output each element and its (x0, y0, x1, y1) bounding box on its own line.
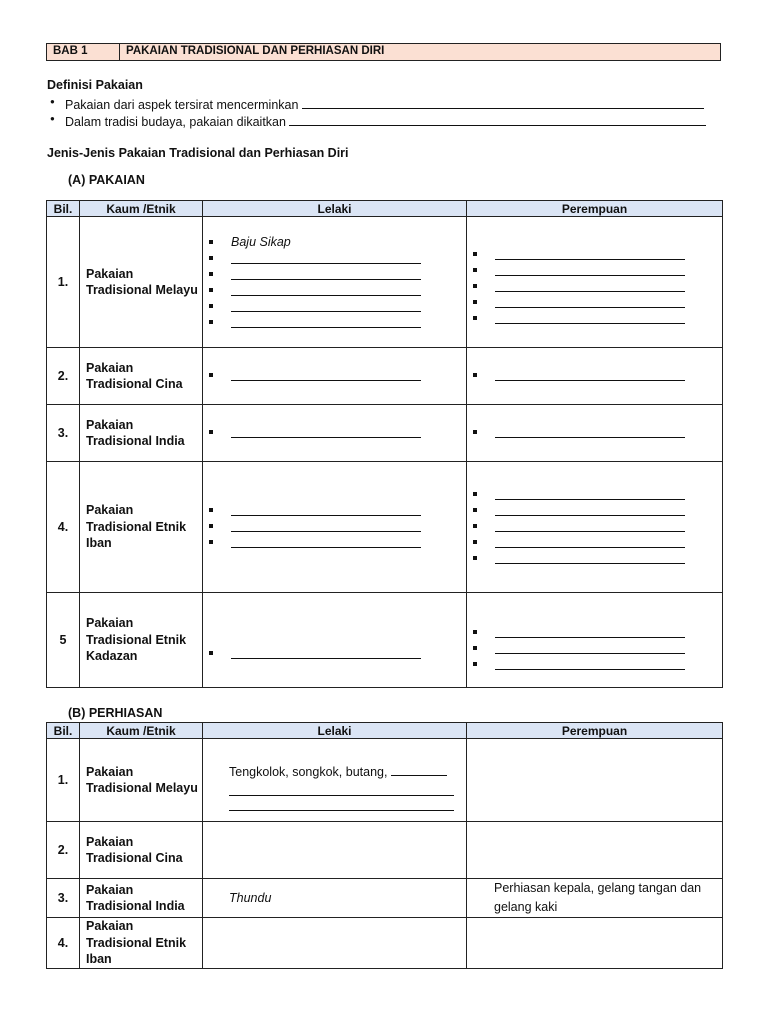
definition-item-text: Dalam tradisi budaya, pakaian dikaitkan (65, 115, 286, 129)
definition-item (50, 96, 720, 113)
lelaki-cell (203, 879, 467, 918)
header-kaum: Kaum /Etnik (80, 201, 203, 217)
row-number: 3. (47, 879, 80, 918)
answer-blank[interactable] (231, 267, 421, 280)
list-item (473, 625, 722, 641)
list-item (473, 368, 722, 384)
answer-list (467, 607, 722, 673)
chapter-number: BAB 1 (47, 44, 120, 60)
lelaki-cell (203, 462, 467, 593)
lelaki-cell (203, 739, 467, 822)
row-ethnic: Pakaian Tradisional Melayu (80, 739, 203, 822)
row-number: 1. (47, 739, 80, 822)
list-item (209, 235, 466, 251)
row-ethnic: Pakaian Tradisional Etnik Iban (80, 918, 203, 969)
list-item (473, 641, 722, 657)
list-item (473, 263, 722, 279)
definition-item (50, 113, 720, 130)
section-title: Jenis-Jenis Pakaian Tradisional dan Perhiasan Diri (47, 146, 349, 160)
list-item (209, 299, 466, 315)
header-kaum: Kaum /Etnik (80, 723, 203, 739)
perempuan-cell (467, 593, 723, 688)
perhiasan-lelaki-text (203, 749, 466, 811)
answer-blank[interactable] (495, 519, 685, 532)
row-number: 2. (47, 348, 80, 405)
list-item (473, 535, 722, 551)
answer-blank[interactable] (231, 519, 421, 532)
answer-blank[interactable] (495, 487, 685, 500)
row-ethnic: Pakaian Tradisional India (80, 405, 203, 462)
pakaian-subtitle: (A) PAKAIAN (68, 173, 145, 187)
answer-blank[interactable] (495, 425, 685, 438)
list-item (209, 251, 466, 267)
perhiasan-lelaki-value: Thundu (229, 891, 272, 905)
list-item (209, 368, 466, 384)
perempuan-cell (467, 462, 723, 593)
list-item (473, 311, 722, 327)
row-ethnic: Pakaian Tradisional Etnik Iban (80, 462, 203, 593)
answer-blank[interactable] (231, 503, 421, 516)
list-item (473, 503, 722, 519)
answer-list (203, 618, 466, 662)
answer-blank[interactable] (231, 283, 421, 296)
chapter-topic: PAKAIAN TRADISIONAL DAN PERHIASAN DIRI (126, 45, 385, 57)
table-row (47, 462, 723, 593)
answer-blank[interactable] (495, 503, 685, 516)
definition-list (50, 96, 720, 130)
list-item (209, 315, 466, 331)
table-row (47, 918, 723, 969)
definition-item-text: Pakaian dari aspek tersirat mencerminkan (65, 98, 299, 112)
table-row (47, 348, 723, 405)
list-item (473, 487, 722, 503)
row-ethnic: Pakaian Tradisional Melayu (80, 217, 203, 348)
answer-list (203, 503, 466, 551)
answer-blank[interactable] (495, 295, 685, 308)
answer-blank[interactable] (289, 113, 706, 126)
table-row (47, 405, 723, 462)
list-item (473, 425, 722, 441)
answer-blank[interactable] (231, 315, 421, 328)
answer-blank[interactable] (391, 763, 447, 776)
lelaki-cell (203, 217, 467, 348)
answer-blank[interactable] (495, 279, 685, 292)
answer-blank[interactable] (495, 641, 685, 654)
lelaki-cell (203, 593, 467, 688)
list-item (473, 295, 722, 311)
answer-blank[interactable] (229, 796, 454, 811)
list-item (473, 551, 722, 567)
row-ethnic: Pakaian Tradisional Etnik Kadazan (80, 593, 203, 688)
answer-blank[interactable] (231, 368, 421, 381)
list-item (209, 646, 466, 662)
row-number: 3. (47, 405, 80, 462)
perempuan-cell (467, 405, 723, 462)
answer-blank[interactable] (231, 535, 421, 548)
answer-blank[interactable] (231, 646, 421, 659)
header-perempuan: Perempuan (467, 201, 723, 217)
table-header-row (47, 201, 723, 217)
table-row (47, 739, 723, 822)
header-bil: Bil. (47, 201, 80, 217)
row-ethnic: Pakaian Tradisional India (80, 879, 203, 918)
perhiasan-table (46, 722, 723, 969)
row-number: 1. (47, 217, 80, 348)
perempuan-cell[interactable] (467, 918, 723, 969)
answer-blank[interactable] (495, 247, 685, 260)
header-lelaki: Lelaki (203, 723, 467, 739)
answer-list (203, 425, 466, 441)
row-number: 4. (47, 918, 80, 969)
answer-blank[interactable] (231, 425, 421, 438)
perempuan-cell[interactable] (467, 739, 723, 822)
answer-list (203, 234, 466, 331)
lelaki-cell (203, 405, 467, 462)
row-number: 2. (47, 822, 80, 879)
list-item (473, 519, 722, 535)
answer-list (467, 487, 722, 567)
list-item (209, 283, 466, 299)
answer-blank[interactable] (231, 299, 421, 312)
answer-blank[interactable] (495, 311, 685, 324)
header-bil: Bil. (47, 723, 80, 739)
perhiasan-lelaki-value: Tengkolok, songkok, butang, (229, 765, 388, 779)
chapter-title-bar (46, 43, 721, 61)
answer-blank[interactable] (495, 263, 685, 276)
answer-blank[interactable] (229, 781, 454, 796)
answer-blank[interactable] (495, 535, 685, 548)
lelaki-cell[interactable] (203, 918, 467, 969)
answer-list (467, 425, 722, 441)
list-item (473, 247, 722, 263)
list-item (209, 425, 466, 441)
lelaki-cell (203, 348, 467, 405)
answer-list (203, 368, 466, 384)
header-perempuan: Perempuan (467, 723, 723, 739)
row-number: 5 (47, 593, 80, 688)
perempuan-cell (467, 348, 723, 405)
row-ethnic: Pakaian Tradisional Cina (80, 348, 203, 405)
answer-list (467, 237, 722, 327)
table-row (47, 593, 723, 688)
list-item (209, 519, 466, 535)
lelaki-cell[interactable] (203, 822, 467, 879)
example-answer: Baju Sikap (231, 234, 291, 249)
perempuan-cell[interactable] (467, 822, 723, 879)
perempuan-cell (467, 217, 723, 348)
table-row (47, 879, 723, 918)
table-row (47, 822, 723, 879)
pakaian-table (46, 200, 723, 688)
perhiasan-perempuan-value: Perhiasan kepala, gelang tangan dan gelang kaki (494, 881, 702, 914)
table-row (47, 217, 723, 348)
table-header-row (47, 723, 723, 739)
row-ethnic: Pakaian Tradisional Cina (80, 822, 203, 879)
row-number: 4. (47, 462, 80, 593)
answer-blank[interactable] (302, 96, 704, 109)
list-item (209, 535, 466, 551)
list-item (209, 503, 466, 519)
header-lelaki: Lelaki (203, 201, 467, 217)
answer-blank[interactable] (495, 551, 685, 564)
list-item (473, 279, 722, 295)
list-item (473, 657, 722, 673)
answer-blank[interactable] (231, 251, 421, 264)
answer-blank[interactable] (495, 368, 685, 381)
answer-blank[interactable] (495, 657, 685, 670)
list-item (209, 267, 466, 283)
perhiasan-subtitle: (B) PERHIASAN (68, 706, 163, 720)
perempuan-cell (467, 879, 723, 918)
answer-list (467, 368, 722, 384)
answer-blank[interactable] (495, 625, 685, 638)
definition-title: Definisi Pakaian (47, 78, 143, 92)
